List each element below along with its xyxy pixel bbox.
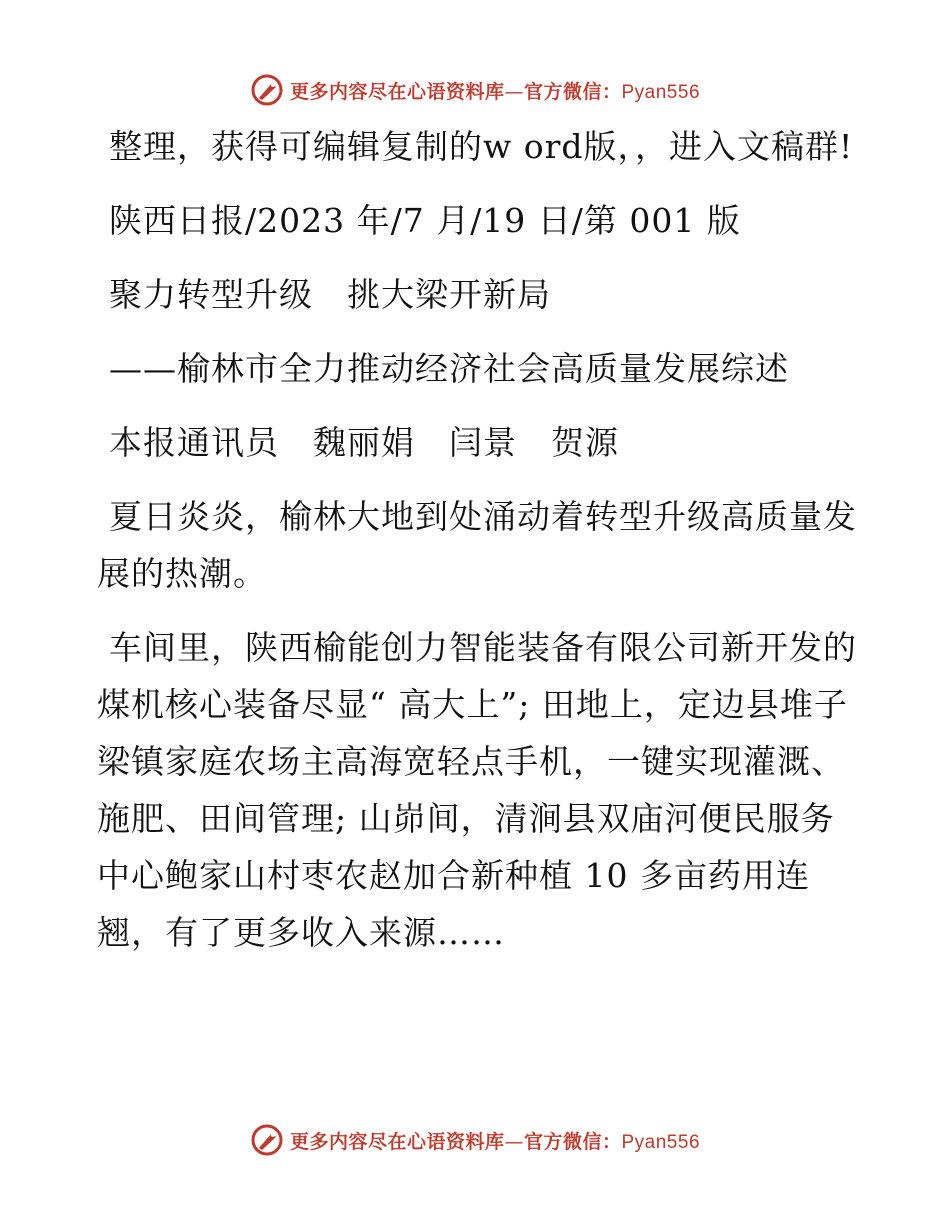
- pen-logo-icon: [250, 73, 284, 107]
- article-headline: 聚力转型升级 挑大梁开新局: [109, 275, 551, 314]
- article-subheadline: ——榆林市全力推动经济社会高质量发展综述: [109, 349, 789, 388]
- paragraph-source: 陕西日报/2023 年/7 月/19 日/第 001 版: [109, 201, 741, 240]
- pen-logo-icon: [250, 1123, 284, 1157]
- document-body: [97, 118, 857, 978]
- paragraph-lead: 夏日炎炎，榆林大地到处涌动着转型升级高质量发展的热潮。: [97, 497, 857, 593]
- banner-text: 更多内容尽在心语资料库—官方微信：Pyan556: [289, 1130, 701, 1153]
- paragraph-intro: 整理，获得可编辑复制的w ord版，，进入文稿群!: [109, 127, 854, 166]
- banner-text: 更多内容尽在心语资料库—官方微信：Pyan556: [289, 80, 701, 103]
- article-byline: 本报通讯员 魏丽娟 闫景 贺源: [109, 423, 619, 462]
- paragraph-body: 车间里，陕西榆能创力智能装备有限公司新开发的煤机核心装备尽显“ 高大上”; 田地上，定边县堆子梁镇家庭农场主高海宽轻点手机，一键实现灌溉、施肥、田间管理; 山峁间，清涧县双庙河便民服务中心鲍家山村枣农赵加合新种植 10 多亩药用连翘，有了更多收入来源……: [97, 628, 857, 952]
- footer-watermark-banner: [0, 1120, 950, 1160]
- header-watermark-banner: [0, 70, 950, 110]
